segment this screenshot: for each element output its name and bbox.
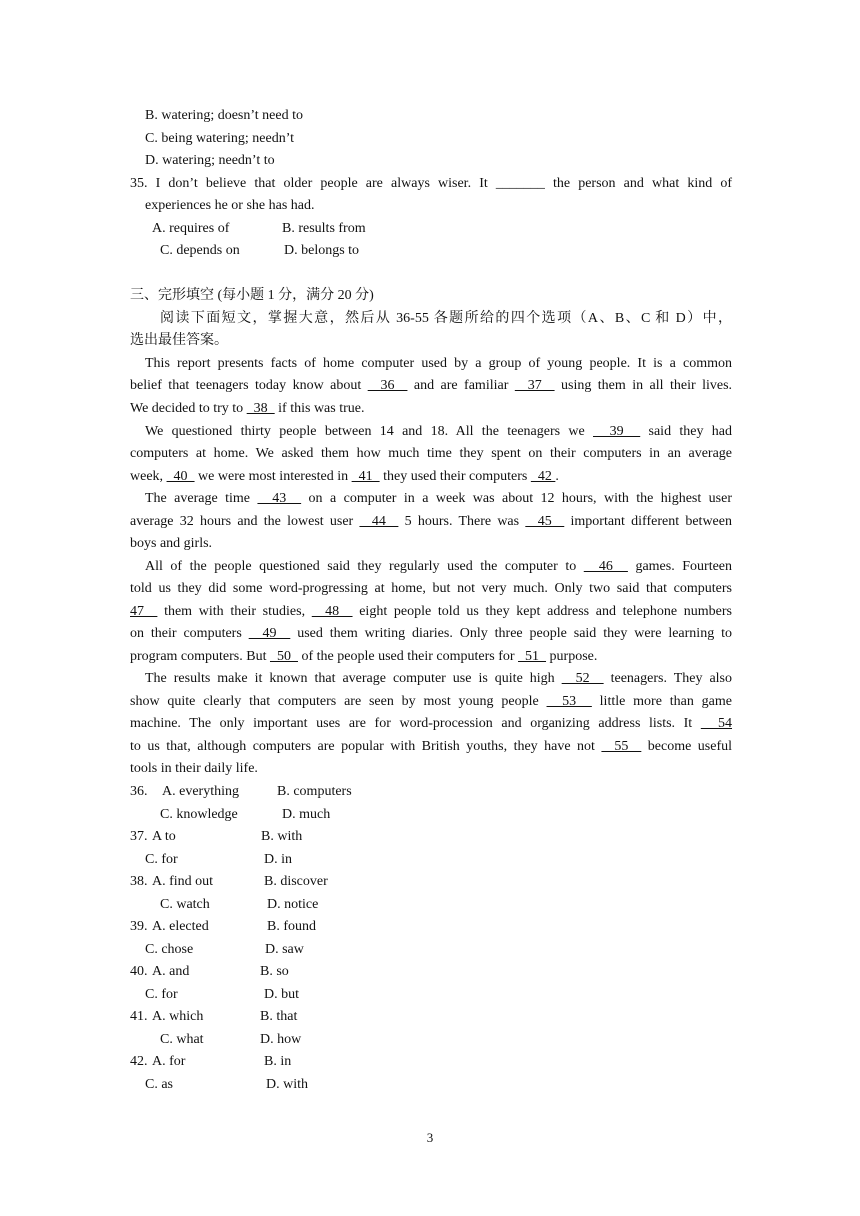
option-a: A. and: [152, 964, 190, 979]
blank-55: 55: [601, 739, 642, 754]
option-number: 38.: [130, 874, 148, 889]
q35-option-b: B. results from: [282, 221, 366, 236]
option-number: 39.: [130, 919, 148, 934]
option-a: A. elected: [152, 919, 209, 934]
option-a: A to: [152, 829, 176, 844]
passage-line: The average time 43 on a computer in a week was about 12 hours, with the highest user: [145, 491, 732, 506]
blank-38: 38: [246, 401, 275, 416]
passage-line: 47 them with their studies, 48 eight people told us they kept address and telephone numbers: [130, 604, 733, 619]
option-d: D. saw: [265, 942, 304, 957]
option-number: 40.: [130, 964, 148, 979]
passage-line: The results make it known that average computer use is quite high 52 teenagers. They also: [145, 671, 733, 686]
option-number: 41.: [130, 1009, 148, 1024]
blank-44: 44: [359, 514, 399, 529]
blank-46: 46: [583, 559, 628, 574]
blank-45: 45: [525, 514, 565, 529]
blank-49: 49: [248, 626, 291, 641]
option-number: 37.: [130, 829, 148, 844]
section-heading: 三、完形填空 (每小题 1 分，满分 20 分): [130, 288, 374, 303]
passage-line: show quite clearly that computers are seen by most young people 53 little more than game: [130, 694, 732, 709]
passage-line: tools in their daily life.: [130, 761, 258, 776]
passage-line: belief that teenagers today know about 36 and are familiar 37 using them in all their lives.: [130, 378, 733, 393]
passage-line: This report presents facts of home computer used by a group of young people. It is a common: [145, 356, 732, 371]
passage-line: boys and girls.: [130, 536, 213, 551]
blank-41: 41: [351, 469, 380, 484]
option-b: B. computers: [277, 784, 352, 799]
passage-line: computers at home. We asked them how much time they spent on their computers in an average: [130, 446, 732, 461]
blank-47: 47: [130, 604, 158, 619]
blank-51: 51: [518, 649, 547, 664]
passage-line: program computers. But 50 of the people used their computers for 51 purpose.: [130, 649, 598, 664]
option-c: C. what: [160, 1032, 204, 1047]
option-b: B. so: [260, 964, 289, 979]
passage-line: week, 40 we were most interested in 41 they used their computers 42 .: [130, 469, 559, 484]
blank-54: 54: [700, 716, 733, 731]
section-instruction-line2: 选出最佳答案。: [130, 333, 228, 348]
passage-line: We questioned thirty people between 14 and 18. All the teenagers we 39 said they had: [145, 424, 732, 439]
option-c: C. chose: [145, 942, 194, 957]
option-b: B. found: [267, 919, 316, 934]
q35-option-a: A. requires of: [152, 221, 230, 236]
q35-stem-line1: 35. I don’t believe that older people are always wiser. It _______ the person and what kind of: [130, 176, 732, 191]
q35-option-c: C. depends on: [160, 243, 240, 258]
q34-option-d: D. watering; needn’t to: [145, 153, 275, 168]
option-c: C. knowledge: [160, 807, 238, 822]
blank-36: 36: [367, 378, 408, 393]
option-number: 36.: [130, 784, 148, 799]
option-d: D. but: [264, 987, 299, 1002]
blank-37: 37: [514, 378, 555, 393]
blank-52: 52: [561, 671, 604, 686]
option-a: A. everything: [162, 784, 239, 799]
option-a: A. find out: [152, 874, 214, 889]
option-d: D. much: [282, 807, 331, 822]
q35-stem-line2: experiences he or she has had.: [145, 198, 315, 213]
q35-option-d: D. belongs to: [284, 243, 360, 258]
passage-line: All of the people questioned said they regularly used the computer to 46 games. Fourteen: [145, 559, 733, 574]
passage-line: on their computers 49 used them writing diaries. Only three people said they were learning to: [130, 626, 732, 641]
option-b: B. with: [261, 829, 303, 844]
option-d: D. in: [264, 852, 292, 867]
passage-line: to us that, although computers are popular with British youths, they have not 55 become useful: [130, 739, 733, 754]
blank-42: 42: [530, 469, 556, 484]
option-a: A. for: [152, 1054, 186, 1069]
option-d: D. how: [260, 1032, 302, 1047]
passage-line: We decided to try to 38 if this was true.: [130, 401, 365, 416]
blank-43: 43: [257, 491, 302, 506]
q34-option-b: B. watering; doesn’t need to: [145, 108, 303, 123]
passage-line: average 32 hours and the lowest user 44 5 hours. There was 45 important different between: [130, 514, 732, 529]
passage-line: machine. The only important uses are for word-procession and organizing address lists. It 54: [130, 716, 733, 731]
blank-40: 40: [166, 469, 195, 484]
option-a: A. which: [152, 1009, 204, 1024]
option-c: C. as: [145, 1077, 173, 1092]
option-b: B. in: [264, 1054, 292, 1069]
blank-39: 39: [593, 424, 641, 439]
option-c: C. for: [145, 987, 178, 1002]
q34-option-c: C. being watering; needn’t: [145, 131, 295, 146]
option-c: C. for: [145, 852, 178, 867]
option-b: B. discover: [264, 874, 328, 889]
passage-line: told us they did some word-progressing at home, but not very much. Only two said that computers: [130, 581, 732, 596]
option-c: C. watch: [160, 897, 210, 912]
blank-53: 53: [546, 694, 592, 709]
option-d: D. notice: [267, 897, 319, 912]
option-d: D. with: [266, 1077, 308, 1092]
blank-48: 48: [311, 604, 353, 619]
option-b: B. that: [260, 1009, 298, 1024]
page-number: 3: [426, 1130, 434, 1145]
section-instruction-line1: 阅读下面短文，掌握大意，然后从 36-55 各题所给的四个选项（A、B、C 和 D）中，: [160, 311, 732, 326]
blank-50: 50: [269, 649, 298, 664]
option-number: 42.: [130, 1054, 148, 1069]
